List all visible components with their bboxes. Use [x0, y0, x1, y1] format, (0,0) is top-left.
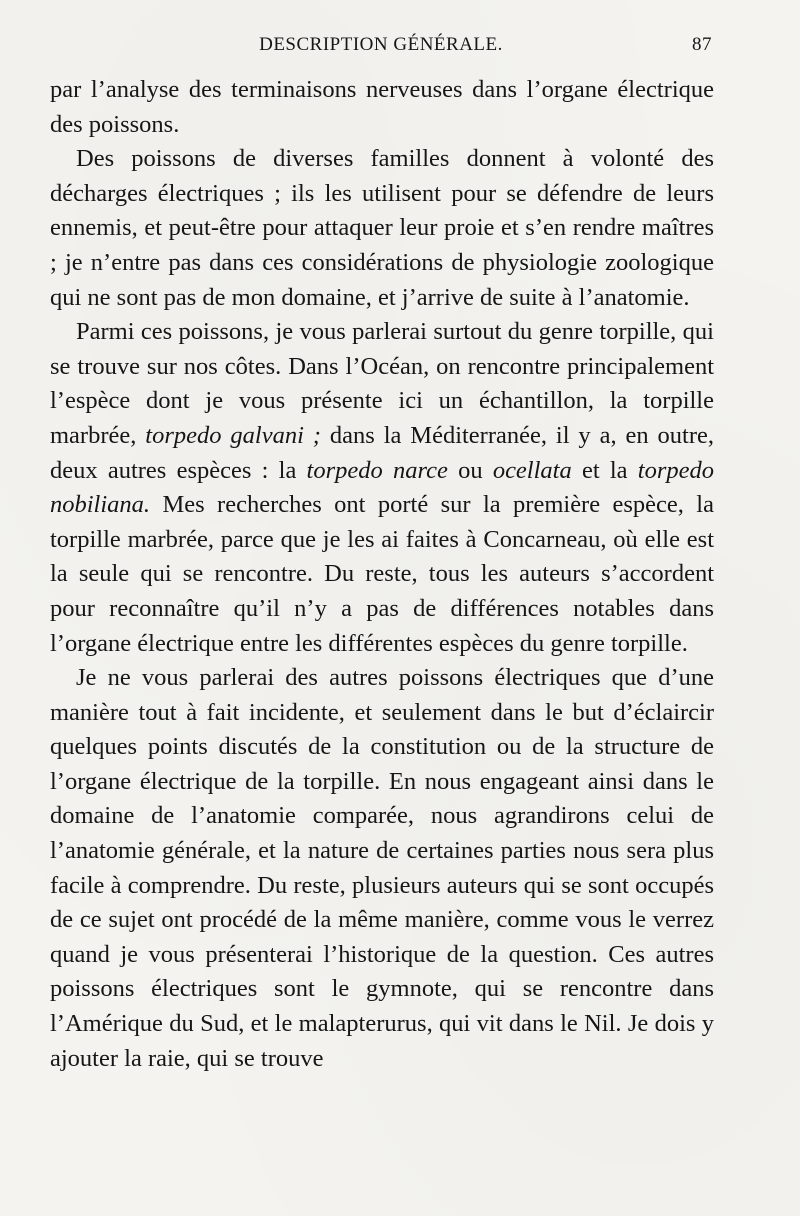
species-name-torpedo-galvani: torpedo galvani ;: [145, 421, 321, 449]
species-name-torpedo-nobiliana: torpedo nobiliana.: [50, 456, 714, 519]
page-number: 87: [692, 34, 712, 55]
paragraph-text-segment: et la: [571, 456, 638, 484]
paragraph-torpedo-species: [50, 315, 714, 661]
species-name-ocellata: ocellata: [492, 456, 572, 484]
paragraph-text-segment: dans la Méditerranée, il y a, en outre, deux autres espèces : la: [50, 421, 714, 484]
page-header: [50, 34, 712, 62]
paragraph-other-electric-fish: Je ne vous parlerai des autres poissons électriques que d’une manière tout à fait incidente, et seulement dans le but d’éclaircir quelques points discutés de la constitution ou de la structure de l’organe électrique de la torpille. En nous engageant ainsi dans le domaine de l’anatomie comparée, nous agrandirons celui de l’anatomie générale, et la nature de certaines parties nous sera plus facile à comprendre. Du reste, plusieurs auteurs qui se sont occupés de ce sujet ont procédé de la même manière, comme vous le verrez quand je vous présenterai l’historique de la question. Ces autres poissons électriques sont le gymnote, qui se rencontre dans l’Amérique du Sud, et le malapterurus, qui vit dans le Nil. Je dois y ajouter la raie, qui se trouve: [50, 664, 714, 1072]
species-name-torpedo-narce: torpedo narce: [306, 456, 448, 484]
paragraph-text-segment: ou: [447, 456, 493, 484]
running-title: DESCRIPTION GÉNÉRALE.: [259, 34, 503, 55]
paragraph-text-segment: Parmi ces poissons, je vous parlerai surtout du genre torpille, qui se trouve sur nos côtes. Dans l’Océan, on rencontre principalement l’espèce dont je vous présente ici un échantillon, la torpille marbrée,: [50, 318, 714, 449]
paragraph-electric-discharges: Des poissons de diverses familles donnent à volonté des décharges électriques ; ils les utilisent pour se défendre de leurs ennemis, et peut-être pour attaquer leur proie et s’en rendre maîtres ; je n’entre pas dans ces considérations de physiologie zoologique qui ne sont pas de mon domaine, et j’arrive de suite à l’anatomie.: [50, 145, 714, 311]
paragraph-text-segment: Mes recherches ont porté sur la première espèce, la torpille marbrée, parce que je les ai faites à Concarneau, où elle est la seule qui se rencontre. Du reste, tous les auteurs s’accordent pour reconnaître qu’il n’y a pas de différences notables dans l’organe électrique entre les différentes espèces du genre torpille.: [50, 491, 714, 657]
paragraph-continuation: par l’analyse des terminaisons nerveuses dans l’organe électrique des poissons.: [50, 76, 714, 138]
body-text: [50, 73, 714, 1076]
